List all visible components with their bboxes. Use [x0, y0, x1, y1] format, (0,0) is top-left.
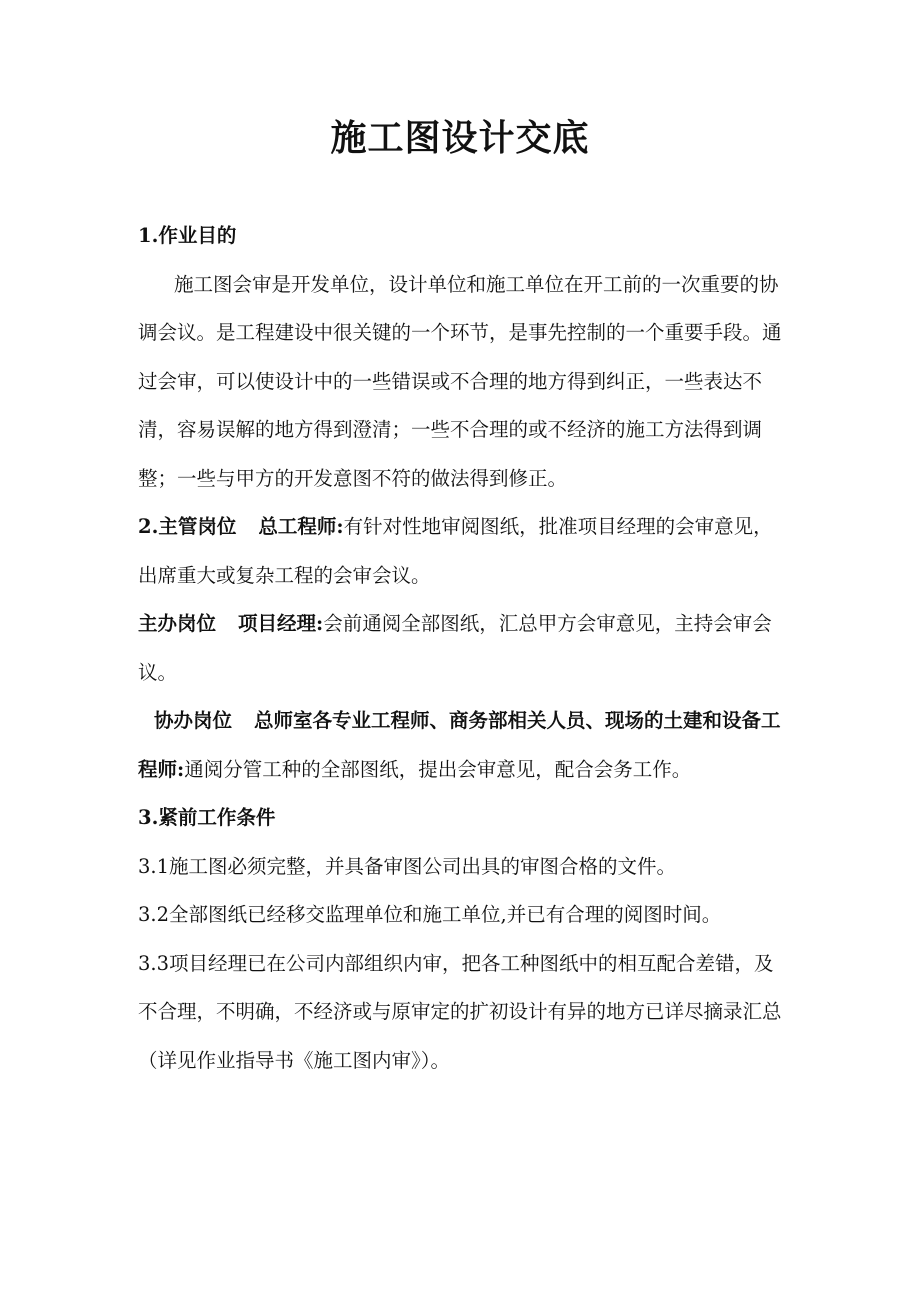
section-3-item-3 [138, 940, 784, 1086]
main-post-text: 会前通阅全部图纸，汇总甲方会审意见，主持会审会议。 [138, 612, 772, 684]
item-number: 3.2 [138, 903, 170, 926]
document-title: 施工图设计交底 [330, 117, 590, 159]
section-3-item-1 [138, 843, 784, 892]
section-2-main-duty [138, 503, 784, 600]
item-text: 全部图纸已经移交监理单位和施工单位,并已有合理的阅图时间。 [169, 903, 722, 926]
lead-role: 总工程师: [258, 515, 344, 538]
lead-role-text: 有针对性地审阅图纸，批准项目经理的会审意见，出席重大或复杂工程的会审会议。 [138, 515, 773, 587]
item-text: 项目经理已在公司内部组织内审，把各工种图纸中的相互配合差错，及不合理，不明确，不经济或与原审定的扩初设计有异的地方已详尽摘录汇总（详见作业指导书《施工图内审》）。 [138, 951, 782, 1072]
section-3-item-2 [138, 891, 784, 940]
section-1-heading: 1.作业目的 [138, 224, 237, 247]
assist-post [138, 697, 784, 794]
section-2-heading: 2.主管岗位 [138, 515, 237, 538]
item-number: 3.1 [138, 854, 170, 878]
assist-post-text: 通阅分管工种的全部图纸，提出会审意见，配合会务工作。 [184, 757, 692, 781]
section-1-paragraph: 施工图会审是开发单位，设计单位和施工单位在开工前的一次重要的协调会议。是工程建设中很关键的一个环节，是事先控制的一个重要手段。通过会审，可以使设计中的一些错误或不合理的地方得到纠正，一些表达不清，容易误解的地方得到澄清；一些不合理的或不经济的施工方法得到调整；一些与甲方的开发意图不符的做法得到修正。 [138, 272, 782, 490]
main-post [138, 600, 784, 697]
item-number: 3.3 [138, 951, 170, 975]
section-3-heading: 3.紧前工作条件 [138, 806, 276, 829]
document-body [138, 212, 784, 1085]
main-post-role: 项目经理: [238, 612, 324, 635]
main-post-label: 主办岗位 [138, 612, 217, 635]
assist-post-label: 协办岗位 [154, 709, 233, 732]
item-text: 施工图必须完整，并具备审图公司出具的审图合格的文件。 [169, 854, 677, 878]
assist-post-role: 总师室各专业工程师、商务部相关人员、现场的土建和设备工程师: [138, 709, 781, 781]
